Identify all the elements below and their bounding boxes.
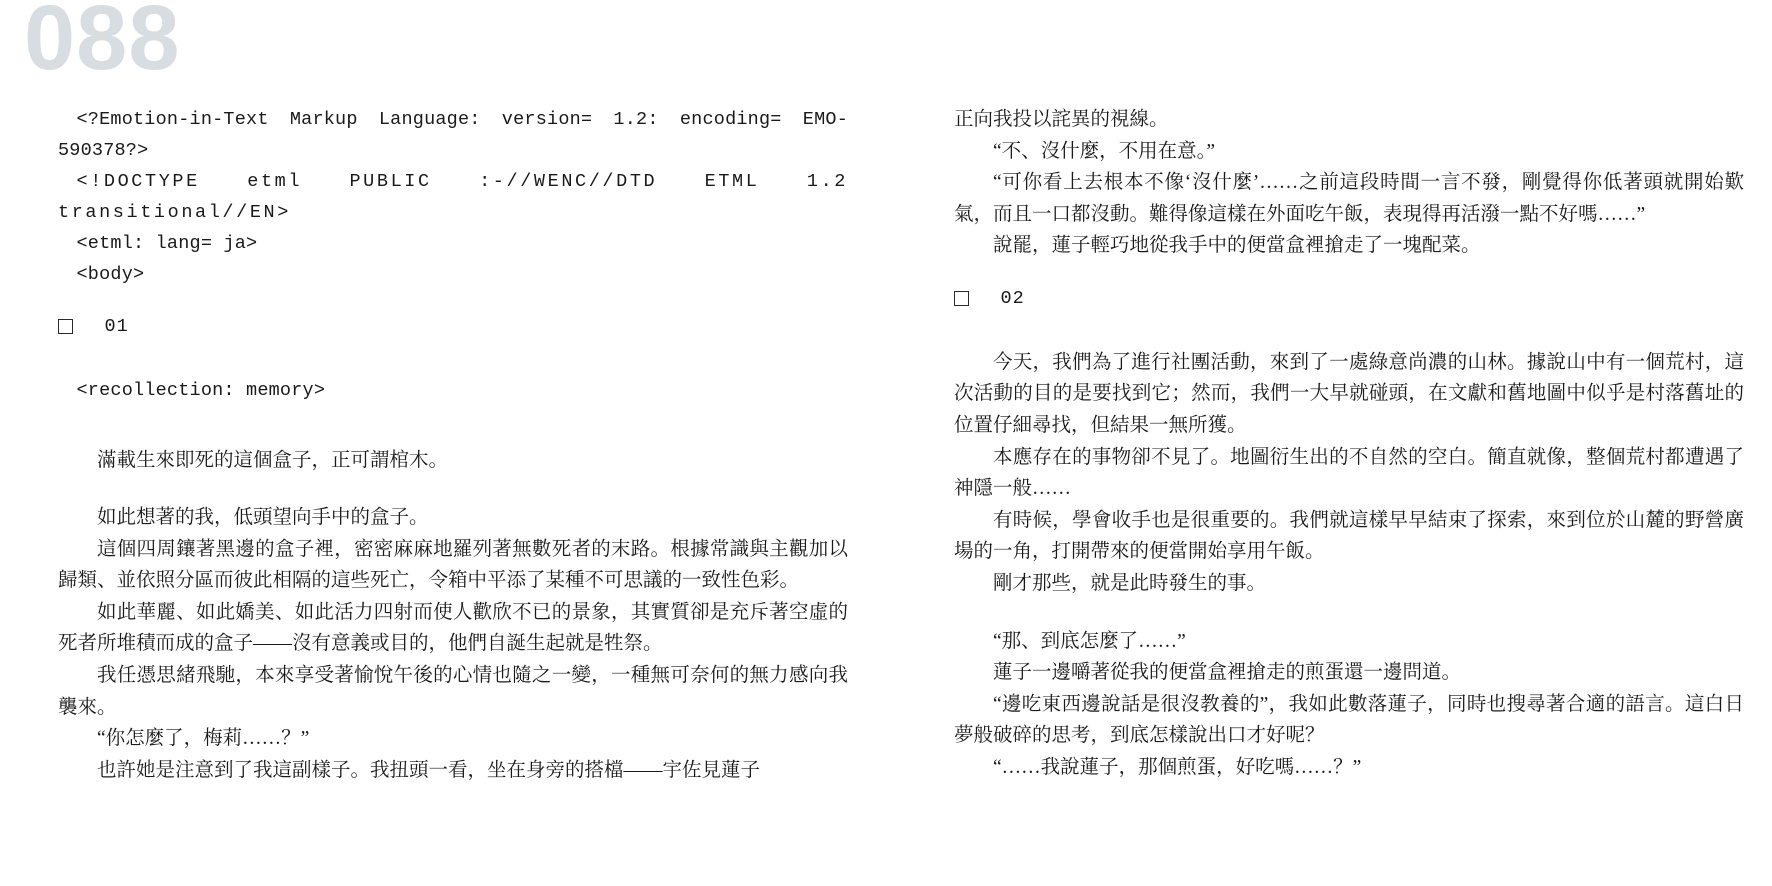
paragraph: 這個四周鑲著黑邊的盒子裡，密密麻麻地羅列著無數死者的末路。根據常識與主觀加以歸類、並依照分區而彼此相隔的這些死亡，令箱中平添了某種不可思議的一致性色彩。 [58, 538, 848, 592]
paragraph: 蓮子一邊嚼著從我的便當盒裡搶走的煎蛋還一邊問道。 [993, 662, 1462, 684]
spacer [954, 262, 1744, 288]
section-marker-label: 01 [104, 316, 129, 338]
spacer [58, 407, 848, 445]
section-marker-01 [58, 316, 848, 337]
spacer [954, 600, 1744, 626]
right-column [954, 104, 1744, 786]
paragraph: 今天，我們為了進行社團活動，來到了一處綠意尚濃的山林。據說山中有一個荒村，這次活動的目的是要找到它；然而，我們一大早就碰頭，在文獻和舊地圖中似乎是村落舊址的位置仔細尋找，但結果一無所獲。 [954, 351, 1744, 437]
spacer [58, 337, 848, 375]
left-column [58, 104, 848, 786]
paragraph: “不、沒什麼，不用在意。” [993, 140, 1216, 162]
page-columns [0, 104, 1772, 786]
code-line-etml-lang: <etml: lang= ja> [76, 233, 258, 255]
code-line-recollection: <recollection: memory> [76, 380, 326, 402]
checkbox-icon [58, 319, 73, 334]
paragraph: “可你看上去根本不像‘沒什麼’……之前這段時間一言不發，剛覺得你低著頭就開始歎氣，而且一口都沒動。難得像這樣在外面吃午飯，表現得再活潑一點不好嗎……” [954, 172, 1744, 225]
paragraph: 有時候，學會收手也是很重要的。我們就這樣早早結束了探索，來到位於山麓的野營廣場的一角，打開帶來的便當開始享用午飯。 [954, 509, 1744, 563]
section-marker-label: 02 [1000, 287, 1025, 309]
checkbox-icon [954, 291, 969, 306]
section-marker-02 [954, 288, 1744, 309]
paragraph: “……我說蓮子，那個煎蛋，好吃嗎……？” [993, 756, 1362, 778]
paragraph: “邊吃東西邊說話是很沒教養的”，我如此數落蓮子，同時也搜尋著合適的語言。這白日夢般破碎的思考，到底怎樣說出口才好呢？ [954, 693, 1744, 747]
page-number: 088 [24, 0, 181, 89]
paragraph: 也許她是注意到了我這副樣子。我扭頭一看，坐在身旁的搭檔——宇佐見蓮子 [97, 759, 761, 781]
spacer [58, 476, 848, 502]
paragraph: 如此華麗、如此嬌美、如此活力四射而使人歡欣不已的景象，其實質卻是充斥著空虛的死者所堆積而成的盒子——沒有意義或目的，他們自誕生起就是牲祭。 [58, 601, 848, 655]
paragraph: 滿載生來即死的這個盒子，正可謂棺木。 [97, 449, 449, 471]
paragraph: 剛才那些，就是此時發生的事。 [993, 572, 1267, 594]
paragraph: 本應存在的事物卻不見了。地圖衍生出的不自然的空白。簡直就像，整個荒村都遭遇了神隱一般…… [954, 446, 1744, 500]
paragraph: 如此想著的我，低頭望向手中的盒子。 [97, 507, 429, 529]
code-line-version: <?Emotion-in-Text Markup Language: version= 1.2: encoding= EMO-590378?> [58, 109, 848, 162]
paragraph: 說罷，蓮子輕巧地從我手中的便當盒裡搶走了一塊配菜。 [993, 235, 1481, 257]
paragraph: 我任憑思緒飛馳，本來享受著愉悅午後的心情也隨之一變，一種無可奈何的無力感向我襲來。 [58, 665, 848, 718]
paragraph: “你怎麼了，梅莉……？” [97, 728, 310, 750]
code-line-body: <body> [76, 264, 145, 286]
paragraph: “那、到底怎麼了……” [993, 630, 1186, 652]
spacer [58, 290, 848, 316]
spacer [954, 309, 1744, 347]
paragraph: 正向我投以詫異的視線。 [954, 109, 1169, 130]
code-line-doctype: <!DOCTYPE etml PUBLIC :-//WENC//DTD ETML 1.2 transitional//EN> [58, 171, 848, 224]
